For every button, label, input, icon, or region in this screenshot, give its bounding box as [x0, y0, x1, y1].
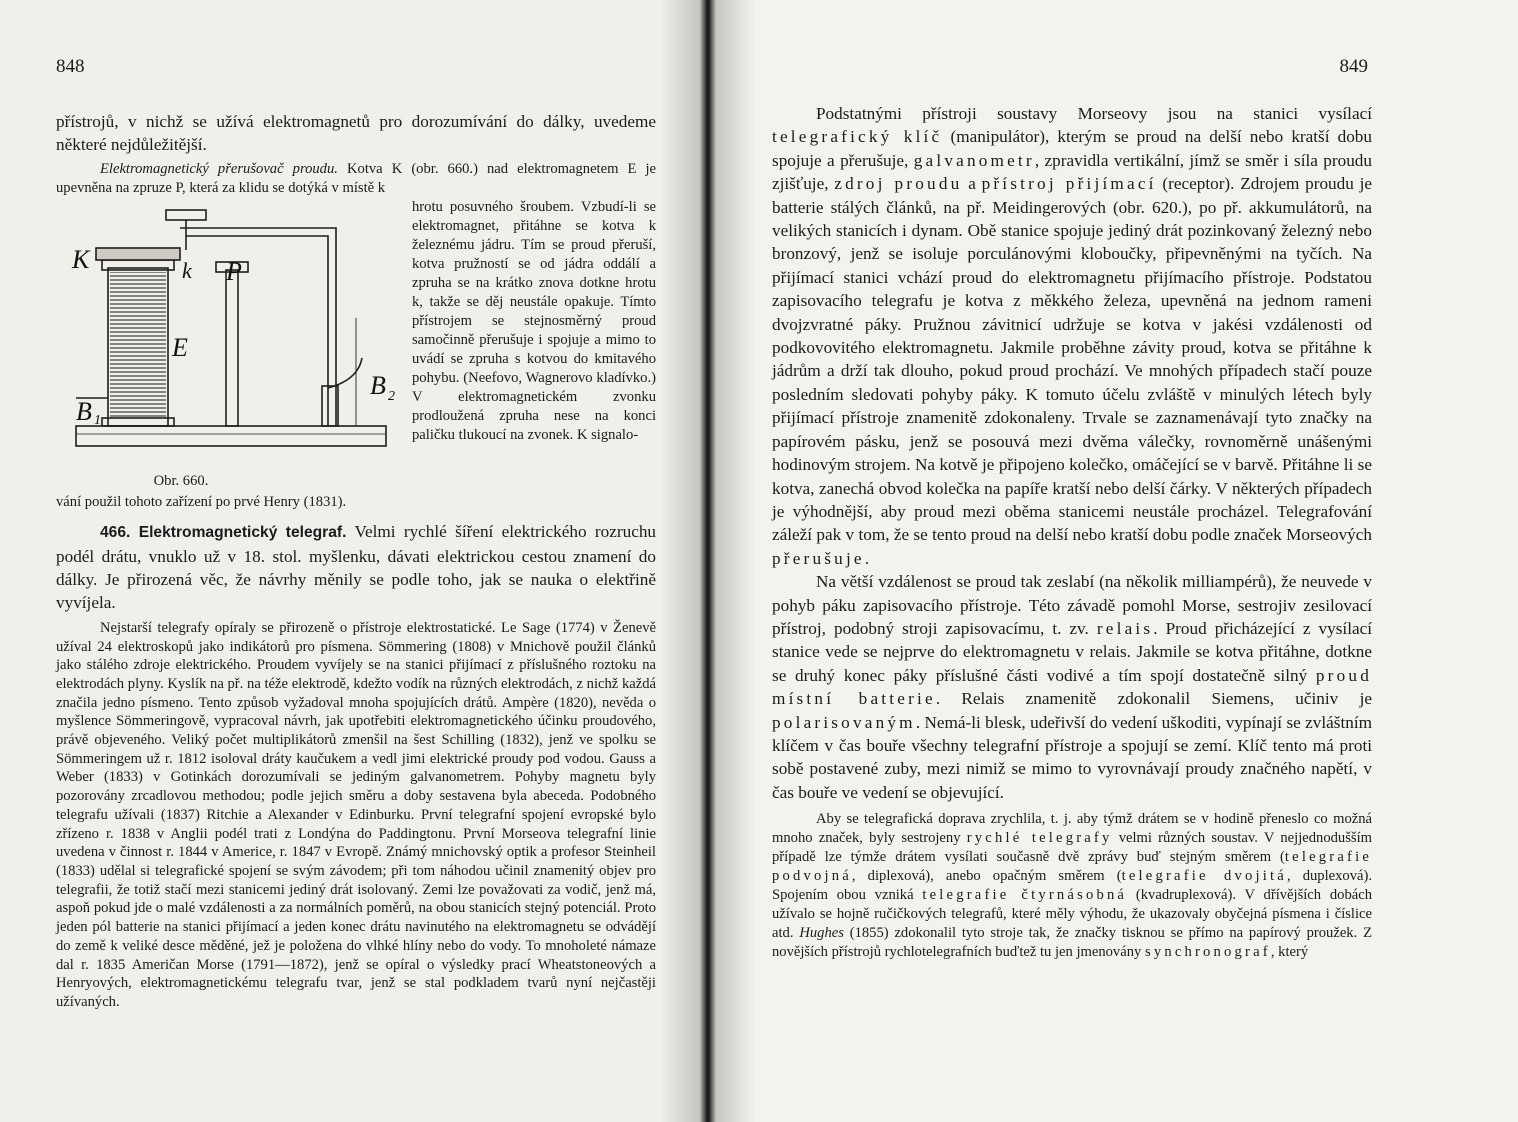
- history-paragraph: Nejstarší telegrafy opíraly se přirozeně o přístroje elektrostatické. Le Sage (1774) v Ženevě užíval 24 elektroskopů jako indikátorů pro písmena. Sömmering (1808) v Mnichově použil článků jako stálého zdroje elektrického. Proudem vyvíjely se na stanici přijímací z příslušného roztoku na elektrodách plyny. Kyslík na př. na téže elektrodě, kdežto vodík na různých elektrodách, z nichž každá značila jedno písmeno. Tento způsob vyžadoval mnoha spojujících drátů. Ampère (1820), nevěda o myšlence Sömmeringově, vypracoval návrh, jak upotřebiti elektromagnetického účinku proudového, právě objeveného. Veliký počet multiplikátorů zmenšil na šest Schilling (1832), jenž ve spolku se Sömmeringem už r. 1812 isoloval dráty kaučukem a vedl jimi elektrické proudy pod vodou. Gauss a Weber (1833) v Gotinkách dorozumívali se jediným galvanometrem. Pohyby magnetu byly pozorovány zrcadlovou methodou; podle jejich směru a doby sestavena byla abeceda. Podobného telegrafu užívali (1837) Ritchie a Alexander v Edinburku. První telegrafní spojení evropské bylo zřízeno r. 1838 v Anglii podél trati z Londýna do Paddingtonu. První Morseova telegrafní linie uvedena v činnost r. 1844 v Americe, r. 1847 v Evropě. Známý mnichovský optik a profesor Steinheil (1833) udělal si telegrafické spojení se svým závodem; při tom náhodou učinil znamenitý objev pro telegrafii, že totiž stačí mezi stanicemi jediný drát isolovaný. Zemi lze považovati za vodič, jenž má, aspoň pokud jde o malé vzdálenosti a za normálních poměrů, na obou stanicích stejný potenciál. Proto jeden pól batterie na stanici přijímací a jeden konec drátu navinutého na elektromagnetu se odvádějí do země k veliké desce měděné, jež je položena do vlhké hlíny nebo do vody. To mnoholeté námaze dal r. 1835 Američan Morse (1791—1872), jenž se opíral o výsledky prací Wheatstoneových a Henryových, elektromagnetickému telegrafu tvar, jenž se stal podkladem tvarů nyní nejčastěji užívaných.: [56, 619, 656, 1010]
- figure-row: [56, 198, 656, 493]
- p1-run: přerušuje: [772, 548, 865, 568]
- p1-run: telegrafický klíč: [772, 127, 943, 147]
- relais-paragraph: [772, 570, 1372, 804]
- p1-run: Podstatnými přístroji soustavy Morseovy jsou na stanici vysílací: [816, 104, 1372, 123]
- electromagnetic-breaker-diagram: [56, 198, 396, 466]
- label-k: k: [182, 257, 192, 283]
- breaker-title: Elektromagnetický přerušovač proudu.: [100, 160, 338, 177]
- morse-paragraph: [772, 102, 1372, 570]
- label-B2: B: [370, 370, 386, 400]
- p1-run: přístroj přijímací: [981, 174, 1157, 194]
- label-K: K: [72, 244, 90, 274]
- p3-run: rychlé telegrafy: [966, 830, 1113, 847]
- p3-run: Aby se telegrafická doprava zrychlila, t. j. aby týmž drátem se v hodině přeneslo co možná mnoho značek, byly sestrojeny: [772, 811, 1372, 847]
- breaker-lead: Kotva K (obr. 660.) nad elektromagnetem E je upevněna na zpruze P, která za klidu se dotýká v místě k: [56, 160, 656, 196]
- p3-run: , který: [1270, 944, 1309, 961]
- p2-run: . Relais znamenitě zdokonalil Siemens, učiniv je: [935, 689, 1372, 709]
- section-466: [56, 520, 656, 615]
- p2-run: . Nemá-li blesk, udeřivší do vedení uškoditi, vypínají se zvláštním klíčem v čas bouře všechny telegrafní přístroje a spojují se zemí. Klíč tento má proti sobě postavené zuby, mezi nimiž se mimo to vyrovnávají proudy značného napětí, v čas bouře ve vedení se objevující.: [772, 712, 1372, 802]
- fast-telegraph-paragraph: [772, 810, 1372, 962]
- left-page: [0, 0, 700, 1122]
- right-page: [716, 0, 1518, 1122]
- p3-run: telegrafie čtyrnásobná: [922, 887, 1128, 904]
- right-text-block: [772, 102, 1372, 962]
- p2-run: polarisovaným: [772, 712, 916, 732]
- p3-run: (1855) zdokonalil tyto stroje tak, že značky tisknou se přímo na papírový proužek. Z novějších přístrojů rychlotelegrafních buďtež tu jen jmenovány: [772, 925, 1372, 961]
- p3-run: velmi různých soustav. V nejjednodušším případě lze týmže drátem vysílati současně dvě zprávy buď stejným směrem (: [772, 830, 1372, 866]
- breaker-tail-text: vání použil tohoto zařízení po prvé Henry (1831).: [56, 494, 347, 511]
- p3-run: telegrafie dvojitá: [1121, 868, 1287, 885]
- p1-run: zdroj proudu: [834, 174, 963, 194]
- p2-run: Na větší vzdálenost se proud tak zeslabí (na několik milliampérů), že neuvede v pohyb páku zapisovacího přístroje. Této závadě pomohl Morse, sestrojiv zesilovací přístroj, podobný stroji zapisovacímu, t. zv.: [772, 572, 1372, 638]
- breaker-tail: [56, 493, 656, 512]
- page-number-left: 848: [56, 56, 85, 77]
- breaker-side-text: hrotu posuvného šroubem. Vzbudí-li se elektromagnet, přitáhne se kotva k železnému jádru. Tím se proud přeruší, kotva pružností se od jádra oddálí a zpruha se na krátko znova dotkne hrotu k, takže se děj neustále opakuje. Tímto přístrojem se stejnosměrný proud samočinně přerušuje i spojuje a mimo to uvádí se zpruha s kotvou do kmitavého pohybu. (Neefovo, Wagnerovo kladívko.) V elektromagnetickém zvonku prodloužená zpruha nese na konci paličku tlukoucí na zvonek. K signalo-: [412, 198, 656, 443]
- label-E: E: [172, 332, 188, 362]
- p3-run: telegrafie podvojná: [772, 849, 1372, 885]
- label-B2-sub: 2: [388, 388, 395, 404]
- p2-run: . Proud přicházející z vysílací stanice vede se nejprve do elektromagnetu v relais. Jakmile se kotva přitáhne, dotkne se druhý konec páky příslušné části vodivé a tím spojí dostatečně silný: [772, 618, 1373, 685]
- label-B1-sub: 1: [94, 412, 101, 428]
- left-text-block: [56, 110, 656, 1012]
- p1-run: (receptor). Zdrojem proudu je batterie stálých článků, na př. Meidingerových (obr. 620.), po př. akkumulátorů, na velikých stanicích i dynam. Obě stanice spojuje jediný drát pozinkovaný železný nebo bronzový, jenž se isoluje porculánovými kloboučky, připevněnými na tyčích. Na přijímací stanici vchází proud do elektromagnetu přijímacího přístroje. Podstatou zapisovacího telegrafu je kotva z měkkého železa, upevněná na jednom rameni dvojzvratné páky. Pružnou závitnicí udržuje se kotva v jakési vzdálenosti od podkovovitého elektromagnetu. Jakmile proběhne závity proud, kotva se přitáhne k jádrům a drží tak dlouho, pokud proud prochází. Ve mnohých případech stačí pouze posledním sledovati pohyby páky. K tomuto účelu zvláště v minulých létech byly přijímací přístroje znamenitě zdokonaleny. Trvale se zaznamenávají tyto značky na papírovém pásku, jenž se posouvá mezi dvěma válečky, rovnoměrně unášenými hodinovým strojem. Na kotvě je připojeno kolečko, omáčející se v barvě. Přitáhne li se kotva, zanechá obvod kolečka na papíře kratší nebo delší čárky. V některých případech je výhodnější, aby proud mezi oběma stanicemi neustále procházel. Telegrafování záleží pak v tom, že se tento proud na delší nebo kratší dobu podle značek Morseových: [772, 174, 1372, 545]
- p3-run: synchronograf: [1144, 944, 1271, 961]
- page-number-right: 849: [1339, 56, 1368, 77]
- p1-run: a: [962, 174, 982, 194]
- label-B1: B: [76, 396, 92, 426]
- p1-run: galvanometr: [913, 150, 1035, 170]
- p3-run: , diplexová), anebo opačným směrem (: [851, 868, 1122, 885]
- p3-run: , duplexová). Spojením obou vzniká: [772, 868, 1372, 904]
- p1-run: , zpravidla vertikální, jímž se směr i síla proudu zjišťuje,: [772, 150, 1372, 194]
- p2-run: relais: [1096, 618, 1154, 638]
- book-gutter: [700, 0, 716, 1122]
- intro-paragraph: přístrojů, v nichž se užívá elektromagnetů pro dorozumívání do dálky, uvedeme některé nejdůležitější.: [56, 112, 656, 155]
- p3-run: (kvadruplexová). V dřívějších dobách užívalo se hojně ručičkových telegrafů, které měly výhodu, že ukazovaly obyčejná písmena i číslice atd.: [772, 887, 1372, 942]
- figure-caption: Obr. 660.: [153, 472, 209, 489]
- p1-run: .: [864, 548, 870, 568]
- section-body: Velmi rychlé šíření elektrického rozruchu podél drátu, vnuklo už v 18. stol. myšlenku, dávati elektrickou cestou znamení do dálky. Je přirozená věc, že návrhy měnily se podle toho, jak se nauka o elektřině vyvíjela.: [56, 522, 657, 613]
- breaker-paragraph: [56, 160, 656, 198]
- section-number: 466.: [100, 524, 131, 542]
- p1-run: (manipulátor), kterým se proud na delší nebo kratší dobu spojuje a přerušuje,: [772, 127, 1372, 170]
- section-title: Elektromagnetický telegraf.: [138, 524, 347, 542]
- p2-run: proud místní batterie: [772, 665, 1372, 709]
- p3-run: Hughes: [799, 925, 844, 942]
- figure-660: [56, 198, 396, 493]
- label-P: P: [226, 256, 242, 286]
